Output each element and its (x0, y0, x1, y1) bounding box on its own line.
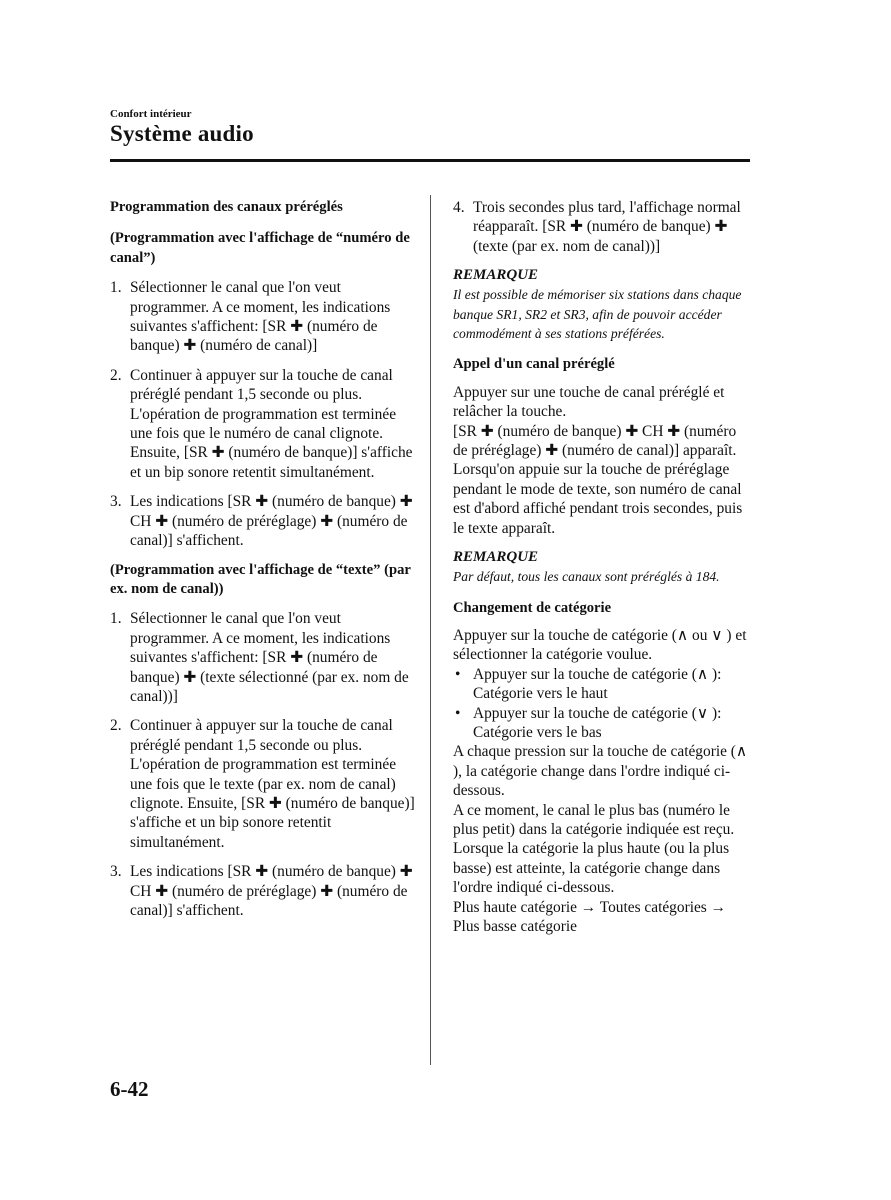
paragraph: Appuyer sur la touche de catégorie (∧ ou ∨ ) et sélectionner la catégorie voulue. (453, 626, 747, 664)
heading-call-preset: Appel d'un canal préréglé (453, 356, 615, 373)
header-rule (110, 159, 750, 162)
subheading-channel-number: (Programmation avec l'affichage de “numéro de canal”) (110, 230, 410, 266)
step-text: Les indications [SR ✚ (numéro de banque) ✚ CH ✚ (numéro de préréglage) ✚ (numéro de canal)] s'affichent. (130, 863, 413, 919)
step-number: 3. (110, 493, 122, 511)
section-label: Confort intérieur (110, 108, 192, 120)
step-text: Trois secondes plus tard, l'affichage normal réapparaît. [SR ✚ (numéro de banque) ✚ (texte (par ex. nom de canal))] (473, 199, 741, 255)
list-item (110, 862, 416, 920)
step-text: Sélectionner le canal que l'on veut programmer. A ce moment, les indications suivantes s'affichent: [SR ✚ (numéro de banque) ✚ (numéro de canal)] (130, 279, 391, 355)
paragraph: Lorsqu'on appuie sur la touche de préréglage pendant le mode de texte, son numéro de canal est d'abord affiché pendant trois secondes, puis le texte apparaît. (453, 461, 743, 537)
left-column (110, 198, 416, 930)
list-item (110, 278, 416, 356)
list-item (110, 609, 416, 706)
bullet-text: Appuyer sur la touche de catégorie (∧ ): Catégorie vers le haut (473, 665, 722, 703)
list-item (110, 716, 416, 852)
step-number: 2. (110, 717, 122, 735)
bullet-text: Appuyer sur la touche de catégorie (∨ ): Catégorie vers le bas (473, 704, 722, 741)
steps-text-display (110, 609, 416, 920)
remark-title: REMARQUE (453, 267, 539, 284)
page-title: Système audio (110, 121, 254, 146)
paragraph: Lorsque la catégorie la plus haute (ou la plus basse) est atteinte, la catégorie change dans l'ordre indiqué ci-dessous. (453, 840, 730, 897)
list-item (110, 492, 416, 550)
right-column (453, 198, 753, 936)
column-divider (430, 195, 431, 1065)
step-text: Les indications [SR ✚ (numéro de banque) ✚ CH ✚ (numéro de préréglage) ✚ (numéro de canal)] s'affichent. (130, 493, 413, 550)
step-text: Sélectionner le canal que l'on veut programmer. A ce moment, les indications suivantes s'affichent: [SR ✚ (numéro de banque) ✚ (texte sélectionné (par ex. nom de canal))] (130, 610, 409, 705)
list-item (110, 366, 416, 482)
paragraph: [SR ✚ (numéro de banque) ✚ CH ✚ (numéro de préréglage) ✚ (numéro de canal)] apparaît. (453, 422, 737, 460)
remark-title: REMARQUE (453, 549, 539, 566)
paragraph: Plus haute catégorie → Toutes catégories → Plus basse catégorie (453, 898, 727, 935)
page-number: 6-42 (110, 1077, 149, 1101)
step-text-continued: L'opération de programmation est terminée une fois que le numéro de canal clignote. Ensuite, [SR ✚ (numéro de banque)] s'affiche et un bip sonore retentit simultanément. (130, 405, 413, 481)
heading-category-change: Changement de catégorie (453, 599, 612, 616)
bullet-icon: • (455, 704, 461, 722)
remark-body: Par défaut, tous les canaux sont préréglés à 184. (453, 569, 720, 585)
step-text: Continuer à appuyer sur la touche de canal préréglé pendant 1,5 seconde ou plus. (130, 366, 393, 404)
paragraph: Appuyer sur une touche de canal préréglé et relâcher la touche. (453, 383, 725, 421)
list-item (453, 198, 753, 256)
list-item (453, 665, 753, 704)
list-item (453, 704, 753, 743)
steps-continued (453, 198, 753, 256)
step-number: 4. (453, 199, 465, 216)
paragraph: A chaque pression sur la touche de catégorie (∧ ), la catégorie change dans l'ordre indiqué ci-dessous. (453, 743, 748, 800)
step-text: Continuer à appuyer sur la touche de canal préréglé pendant 1,5 seconde ou plus. (130, 717, 393, 754)
step-number: 1. (110, 610, 122, 628)
step-text-continued: L'opération de programmation est terminée une fois que le texte (par ex. nom de canal) clignote. Ensuite, [SR ✚ (numéro de banque)] s'affiche et un bip sonore retentit simultanément. (130, 756, 415, 851)
steps-channel-number (110, 278, 416, 550)
subheading-text-display: (Programmation avec l'affichage de “texte” (par ex. nom de canal)) (110, 561, 411, 597)
category-bullets (453, 665, 753, 743)
bullet-icon: • (455, 665, 461, 683)
step-number: 3. (110, 863, 122, 881)
heading-preset-programming: Programmation des canaux préréglés (110, 199, 343, 215)
step-number: 2. (110, 366, 122, 384)
remark-body: Il est possible de mémoriser six stations dans chaque banque SR1, SR2 et SR3, afin de pouvoir accéder commodément à ses stations préférées. (453, 287, 742, 342)
paragraph: A ce moment, le canal le plus bas (numéro le plus petit) dans la catégorie indiquée est reçu. (453, 801, 735, 838)
step-number: 1. (110, 279, 122, 297)
